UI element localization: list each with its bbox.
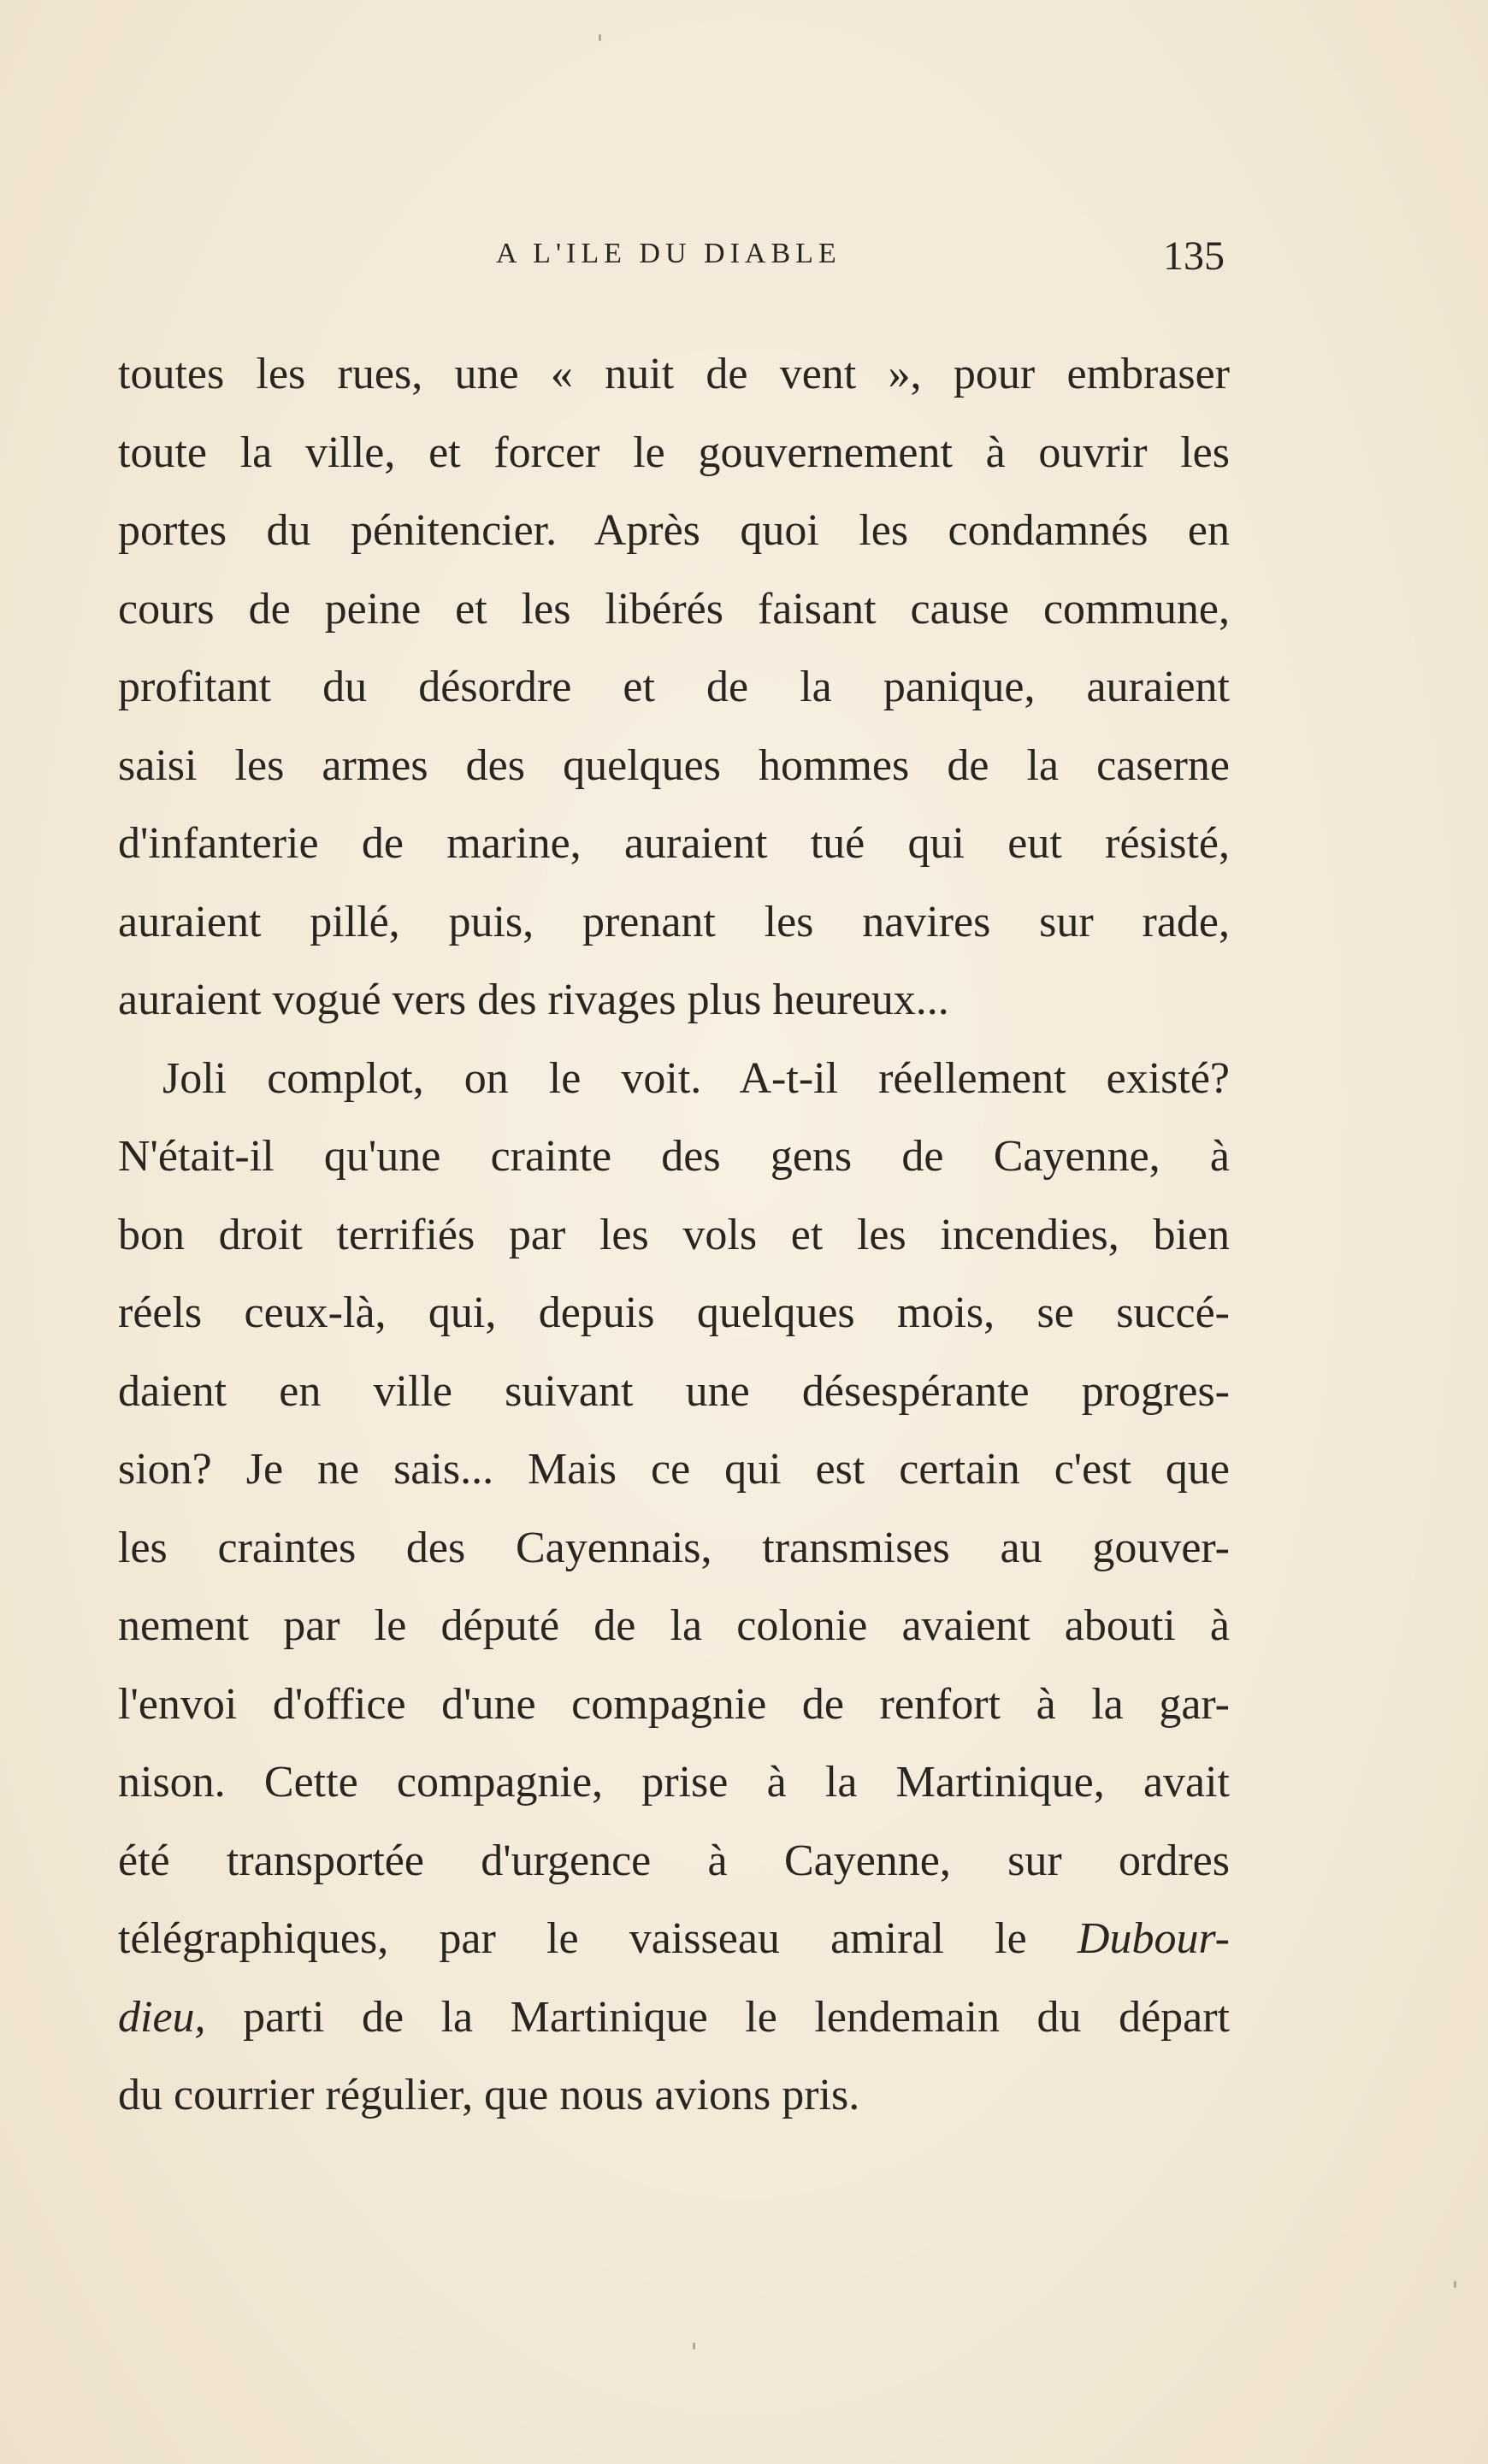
text-line xyxy=(118,1900,1230,1978)
italic-ship-name-part2: dieu, xyxy=(118,1992,206,2042)
text-line: nement par le député de la colonie avaient abouti à xyxy=(118,1601,1230,1650)
text-line: auraient pillé, puis, prenant les navires sur rade, xyxy=(118,897,1230,946)
text-line: bon droit terrifiés par les vols et les incendies, bien xyxy=(118,1210,1230,1259)
text-line xyxy=(118,1978,1230,2057)
text-line: du courrier régulier, que nous avions pris. xyxy=(118,2071,860,2119)
text-line: les craintes des Cayennais, transmises au gouver- xyxy=(118,1523,1230,1572)
text-line-start: télégraphiques, par le vaisseau amiral le xyxy=(118,1914,1078,1963)
body-text xyxy=(118,335,1230,2135)
text-line: toutes les rues, une « nuit de vent », pour embraser xyxy=(118,350,1230,398)
italic-ship-name-part1: Dubour- xyxy=(1077,1914,1230,1963)
text-line: saisi les armes des quelques hommes de la caserne xyxy=(118,740,1230,790)
text-line: l'envoi d'office d'une compagnie de renfort à la gar- xyxy=(118,1679,1230,1729)
paper-speck xyxy=(693,2343,695,2349)
text-line: d'infanterie de marine, auraient tué qui eut résisté, xyxy=(118,819,1230,868)
running-head xyxy=(0,233,1488,289)
text-line: sion? Je ne sais... Mais ce qui est certain c'est que xyxy=(118,1445,1230,1494)
text-line: Joli complot, on le voit. A-t-il réellement existé? xyxy=(162,1053,1230,1103)
text-line: auraient vogué vers des rivages plus heureux... xyxy=(118,976,949,1024)
text-line: portes du pénitencier. Après quoi les condamnés en xyxy=(118,506,1230,555)
page-number: 135 xyxy=(1163,233,1225,279)
text-line: été transportée d'urgence à Cayenne, sur ordres xyxy=(118,1836,1230,1885)
text-line: N'était-il qu'une crainte des gens de Cayenne, à xyxy=(118,1132,1230,1181)
text-line: daient en ville suivant une désespérante progres- xyxy=(118,1366,1230,1416)
text-line: profitant du désordre et de la panique, auraient xyxy=(118,663,1230,711)
text-line: toute la ville, et forcer le gouvernement à ouvrir les xyxy=(118,427,1230,477)
text-line: nison. Cette compagnie, prise à la Martinique, avait xyxy=(118,1758,1230,1807)
paper-speck xyxy=(1454,2281,1456,2288)
text-line-rest: parti de la Martinique le lendemain du départ xyxy=(243,1992,1230,2042)
paper-speck xyxy=(599,34,601,41)
running-title: A L'ILE DU DIABLE xyxy=(496,238,841,269)
text-line: cours de peine et les libérés faisant cause commune, xyxy=(118,584,1230,634)
text-line: réels ceux-là, qui, depuis quelques mois, se succé- xyxy=(118,1288,1230,1337)
